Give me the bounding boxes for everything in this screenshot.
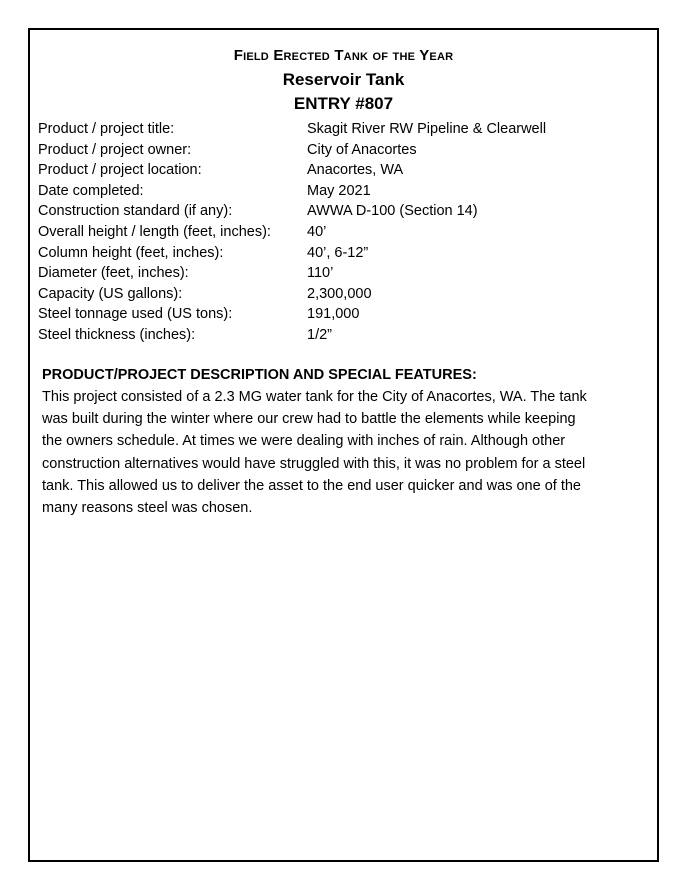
description-heading: PRODUCT/PROJECT DESCRIPTION AND SPECIAL FEATURES:: [42, 367, 477, 383]
field-label: Column height (feet, inches):: [38, 244, 224, 261]
description-line: was built during the winter where our crew had to battle the elements while keeping: [42, 411, 576, 428]
field-label: Diameter (feet, inches):: [38, 265, 189, 282]
description-section: [42, 364, 652, 519]
field-row: [38, 119, 648, 140]
field-value: 40’, 6-12”: [307, 244, 369, 261]
field-value: 191,000: [307, 306, 360, 323]
field-row: [38, 325, 648, 346]
description-line: the owners schedule. At times we were dealing with inches of rain. Although other: [42, 433, 566, 450]
field-label: Construction standard (if any):: [38, 203, 233, 220]
field-row: [38, 222, 648, 243]
entry-number: ENTRY #807: [293, 94, 394, 113]
field-row: [38, 243, 648, 264]
project-fields: [38, 119, 648, 346]
field-value: 2,300,000: [307, 285, 372, 302]
field-value: 40’: [307, 223, 327, 240]
field-row: [38, 201, 648, 222]
field-row: [38, 263, 648, 284]
field-value: 1/2”: [307, 326, 332, 343]
field-label: Steel tonnage used (US tons):: [38, 306, 233, 323]
field-label: Overall height / length (feet, inches):: [38, 223, 271, 240]
field-label: Date completed:: [38, 182, 144, 199]
description-line: This project consisted of a 2.3 MG water tank for the City of Anacortes, WA. The tank: [42, 389, 587, 405]
description-line: tank. This allowed us to deliver the asset to the end user quicker and was one of the: [42, 477, 581, 494]
description-body: [42, 386, 652, 519]
field-value: City of Anacortes: [307, 141, 417, 158]
field-label: Product / project location:: [38, 162, 202, 179]
field-value: AWWA D-100 (Section 14): [307, 203, 478, 220]
category-title: Reservoir Tank: [282, 70, 405, 89]
field-label: Product / project title:: [38, 121, 175, 137]
field-row: [38, 181, 648, 202]
entry-form-frame: [28, 28, 659, 862]
field-value: 110’: [307, 265, 334, 282]
field-row: [38, 304, 648, 325]
award-title: Field Erected Tank of the Year: [233, 47, 454, 64]
field-label: Capacity (US gallons):: [38, 285, 183, 302]
field-row: [38, 284, 648, 305]
field-row: [38, 160, 648, 181]
field-value: May 2021: [307, 182, 371, 199]
field-value: Skagit River RW Pipeline & Clearwell: [307, 121, 547, 137]
field-label: Product / project owner:: [38, 141, 192, 158]
description-line: construction alternatives would have struggled with this, it was no problem for a steel: [42, 455, 586, 472]
field-value: Anacortes, WA: [307, 162, 404, 179]
field-row: [38, 140, 648, 161]
description-line: many reasons steel was chosen.: [42, 500, 253, 517]
field-label: Steel thickness (inches):: [38, 326, 196, 343]
